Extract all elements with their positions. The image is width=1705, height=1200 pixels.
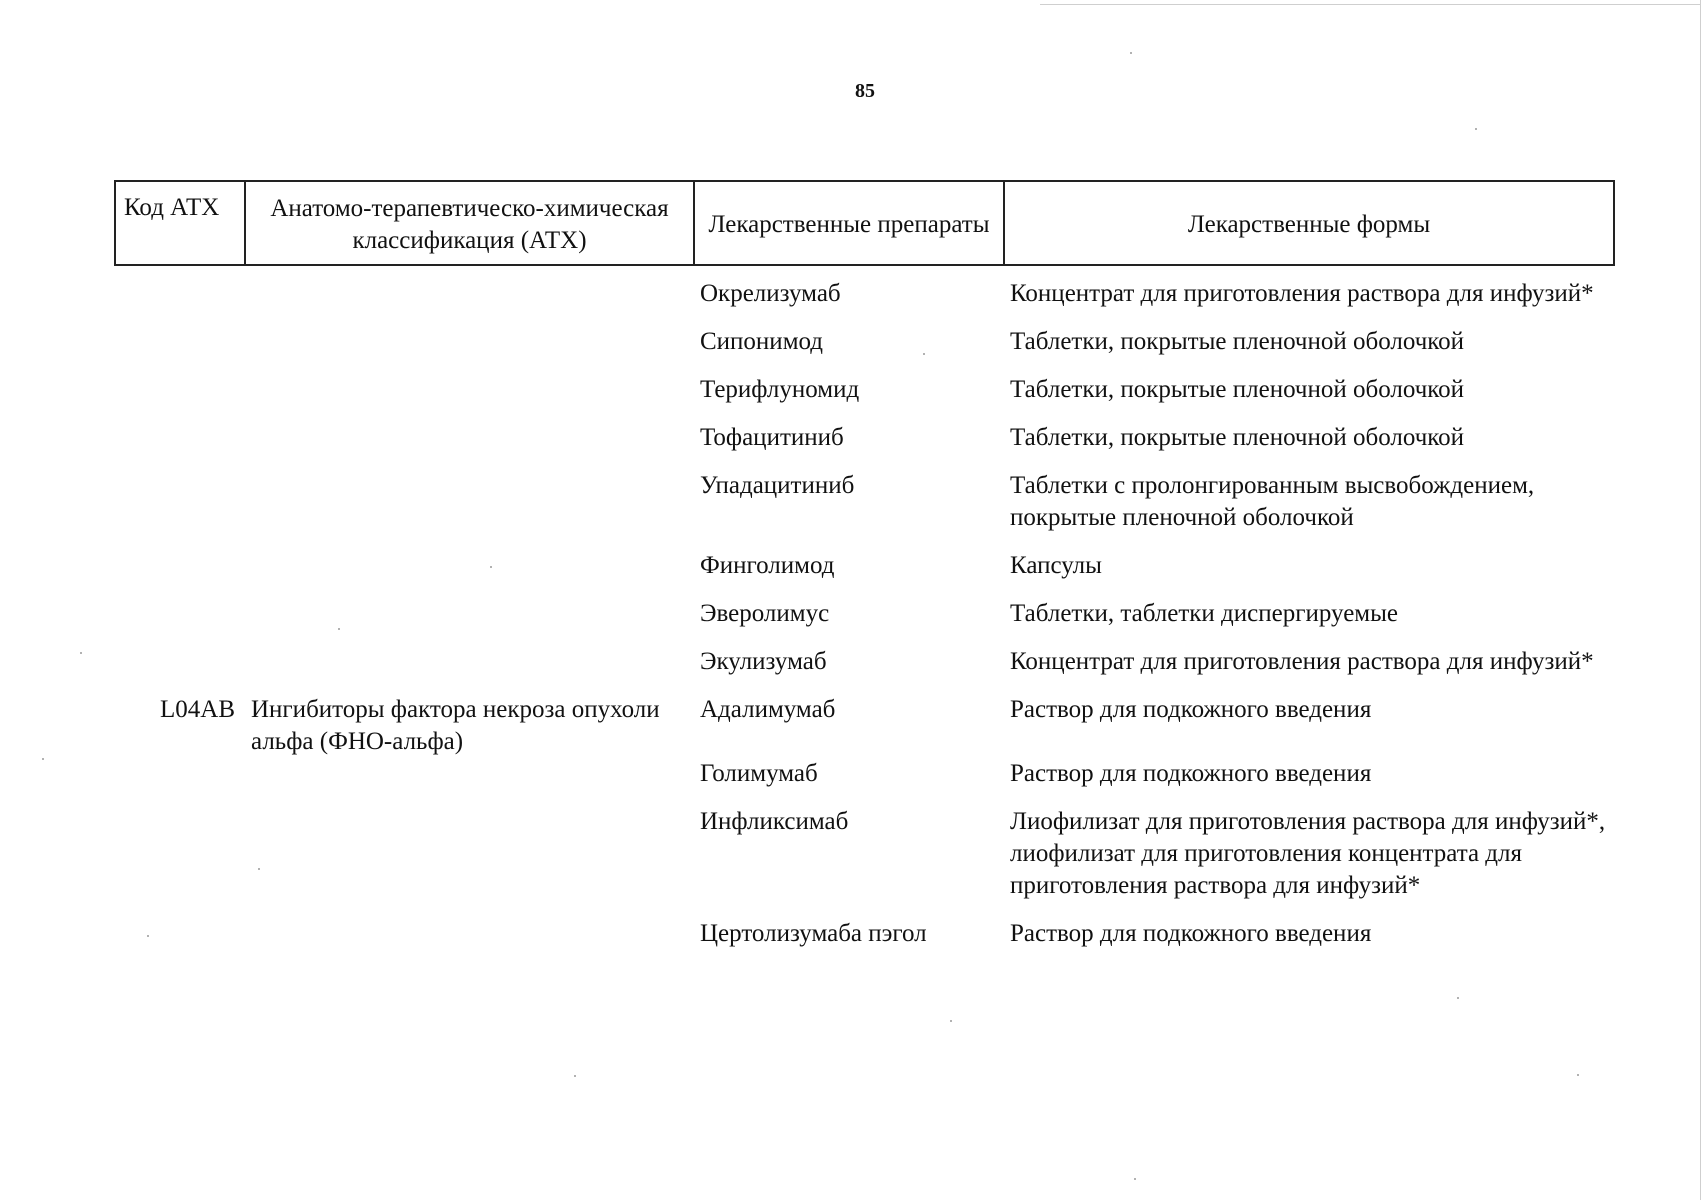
cell-drug: Терифлуномид [700,376,860,403]
table-row [115,470,1614,550]
table-row [115,278,1614,326]
header-classification: Анатомо-терапевтическо-химическая классификация (АТХ) [245,181,694,265]
cell-classification [245,422,694,470]
cell-form: Раствор для подкожного введения [1010,696,1372,723]
cell-form: Таблетки, покрытые пленочной оболочкой [1010,424,1465,451]
cell-drug: Финголимод [700,552,835,579]
cell-classification [245,470,694,550]
header-forms: Лекарственные формы [1004,181,1614,265]
table-row [115,646,1614,694]
table-header [115,181,1614,265]
cell-drug: Инфликсимаб [700,808,849,835]
scan-speck [923,353,925,355]
cell-classification [245,374,694,422]
cell-form: Концентрат для приготовления раствора для инфузий* [1010,280,1594,307]
cell-drug: Адалимумаб [700,696,836,723]
cell-code [115,758,245,806]
cell-classification [245,598,694,646]
scan-speck [1134,1178,1136,1180]
scan-speck [1130,52,1132,54]
cell-drug: Голимумаб [700,760,818,787]
scan-speck [490,566,492,568]
cell-code [115,806,245,918]
atx-table-wrapper [114,180,1613,966]
table-body [115,265,1614,966]
cell-drug: Тофацитиниб [700,424,844,451]
cell-classification [245,550,694,598]
scan-speck [1577,1074,1579,1076]
cell-drug: Окрелизумаб [700,280,841,307]
header-code: Код АТХ [115,181,245,265]
scan-speck [1457,997,1459,999]
cell-form: Таблетки, таблетки диспергируемые [1010,600,1399,627]
scan-speck [42,758,44,760]
scan-speck [147,935,149,937]
scan-edge-top [1040,4,1700,5]
cell-form: Концентрат для приготовления раствора для инфузий* [1010,648,1594,675]
table-row [115,550,1614,598]
scan-speck [338,628,340,630]
scan-speck [950,1020,952,1022]
cell-code [115,326,245,374]
cell-drug: Экулизумаб [700,648,827,675]
table-row [115,374,1614,422]
cell-drug: Сипонимод [700,328,824,355]
cell-form: Капсулы [1010,552,1102,579]
cell-form: Раствор для подкожного введения [1010,920,1372,947]
cell-form: Таблетки с пролонгированным высвобождением, покрытые пленочной оболочкой [1010,472,1535,531]
cell-form: Таблетки, покрытые пленочной оболочкой [1010,328,1465,355]
scan-speck [574,1075,576,1077]
table-header-row [115,181,1614,265]
cell-code [115,598,245,646]
scan-speck [258,868,260,870]
table-row [115,694,1614,758]
cell-classification [245,278,694,326]
table-row [115,758,1614,806]
cell-drug: Эверолимус [700,600,830,627]
atx-table [114,180,1615,966]
cell-code [115,550,245,598]
table-row [115,326,1614,374]
header-drugs: Лекарственные препараты [694,181,1004,265]
page-number: 85 [855,80,875,102]
cell-form: Лиофилизат для приготовления раствора для инфузий*, лиофилизат для приготовления концентрата для приготовления раствора для инфузий* [1010,808,1606,899]
cell-code: L04AB [160,696,235,723]
table-row [115,806,1614,918]
scan-edge-right [1700,0,1701,1200]
scan-speck [80,652,82,654]
cell-form: Раствор для подкожного введения [1010,760,1372,787]
cell-code [115,374,245,422]
cell-code [115,422,245,470]
cell-classification [245,646,694,694]
cell-classification: Ингибиторы фактора некроза опухоли альфа (ФНО-альфа) [251,696,660,755]
table-gap [115,265,1614,278]
cell-classification [245,326,694,374]
cell-code [115,646,245,694]
cell-classification [245,806,694,918]
cell-classification [245,758,694,806]
cell-code [115,470,245,550]
table-row [115,422,1614,470]
cell-classification [245,918,694,966]
scan-speck [1475,128,1477,130]
table-row [115,918,1614,966]
table-row [115,598,1614,646]
cell-code [115,278,245,326]
cell-drug: Цертолизумаба пэгол [700,920,927,947]
cell-drug: Упадацитиниб [700,472,855,499]
cell-form: Таблетки, покрытые пленочной оболочкой [1010,376,1465,403]
cell-code [115,918,245,966]
